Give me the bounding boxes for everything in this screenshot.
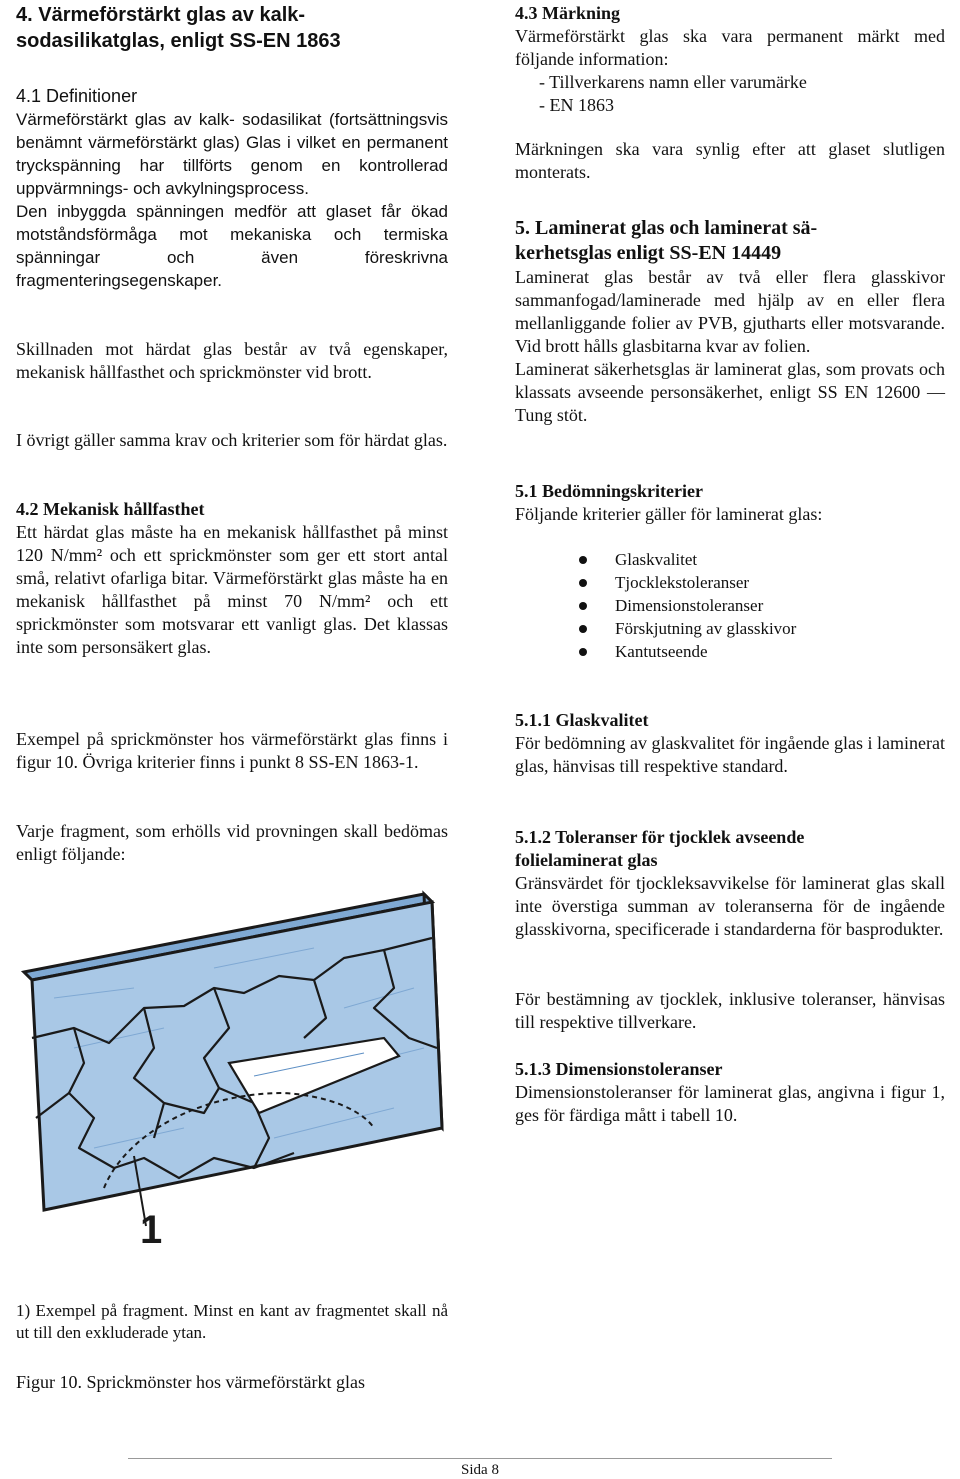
section-4-1-paragraph-3: I övrigt gäller samma krav och kriterier som för härdat glas. <box>16 430 448 450</box>
section-5-1-2-paragraph-2: För bestämning av tjocklek, inklusive toleranser, hänvisas till respektive tillverkare. <box>515 989 945 1032</box>
section-4-3-paragraph-2: Märkningen ska vara synlig efter att glaset slutligen monterats. <box>515 139 945 182</box>
section-5-1-1-paragraph-1: För bedömning av glaskvalitet för ingående glas i laminerat glas, hänvisas till respektive standard. <box>515 733 945 776</box>
section-5-paragraph-1: Laminerat glas består av två eller flera glasskivor sammanfogad/laminerade med hjälp av en eller flera mellanliggande folier av PVB, gjutharts eller motsvarande. Vid brott hålls glasbitarna kvar av folien. <box>515 267 945 356</box>
section-4-1-paragraph-2: Skillnaden mot härdat glas består av två egenskaper, mekanisk hållfasthet och sprickmönster vid brott. <box>16 339 448 382</box>
section-4-2-paragraph-1: Ett härdat glas måste ha en mekanisk hållfasthet på minst 120 N/mm² och ett sprickmönster som ger ett stort antal små, relativt ofarliga bitar. Värmeförstärkt glas måste ha en mekanisk hållfasthet på minst 70 N/mm² och ett sprickmönster som motsvarar ett vanligt glas. Det klassas inte som personsäkert glas. <box>16 522 448 657</box>
bullet-icon <box>579 579 587 587</box>
section-4-title-line2: sodasilikatglas, enligt SS-EN 1863 <box>16 30 341 52</box>
section-5-paragraph-2: Laminerat säkerhetsglas är laminerat glas, som provats och klassats avseende personsäkerhet, enligt SS EN 12600 — Tung stöt. <box>515 359 945 425</box>
section-5-1-heading: 5.1 Bedömningskriterier <box>515 481 703 501</box>
section-5-1-paragraph-1: Följande kriterier gäller för laminerat glas: <box>515 504 823 524</box>
page-footer <box>0 1448 960 1479</box>
glass-fragment-illustration <box>14 888 444 1248</box>
section-4-3-paragraph-1: Värmeförstärkt glas ska vara permanent märkt med följande information: <box>515 26 945 69</box>
section-5-1-3-heading: 5.1.3 Dimensionstoleranser <box>515 1059 723 1079</box>
section-4-1-heading: 4.1 Definitioner <box>16 86 138 106</box>
list-item: Tjocklekstoleranser <box>515 571 945 594</box>
bullet-icon <box>579 602 587 610</box>
figure-caption: Figur 10. Sprickmönster hos värmeförstärkt glas <box>16 1372 365 1392</box>
section-4-title-line1: 4. Värmeförstärkt glas av kalk- <box>16 4 306 26</box>
bullet-icon <box>579 648 587 656</box>
page-number: Sida 8 <box>461 1462 499 1478</box>
section-5-1-2-heading-line2: folielaminerat glas <box>515 850 658 870</box>
section-4-2-paragraph-3: Varje fragment, som erhölls vid provningen skall bedömas enligt följande: <box>16 821 448 864</box>
section-5-1-3-paragraph-1: Dimensionstoleranser för laminerat glas, angivna i figur 1, ges för färdiga mått i tabell 10. <box>515 1082 945 1125</box>
section-5-1-1-heading: 5.1.1 Glaskvalitet <box>515 710 649 730</box>
figure-marker-1: 1 <box>140 1208 163 1248</box>
list-item: Glaskvalitet <box>515 548 945 571</box>
figure-footnote: 1) Exempel på fragment. Minst en kant av fragmentet skall nå ut till den exkluderade ytan. <box>16 1301 448 1342</box>
list-item: Förskjutning av glasskivor <box>515 617 945 640</box>
section-5-1-2-heading-line1: 5.1.2 Toleranser för tjocklek avseende <box>515 827 805 847</box>
criteria-list <box>515 548 945 663</box>
bullet-icon <box>579 625 587 633</box>
section-4-2-paragraph-2: Exempel på sprickmönster hos värmeförstärkt glas finns i figur 10. Övriga kriterier finns i punkt 8 SS-EN 1863-1. <box>16 729 448 772</box>
marking-item-1: - Tillverkarens namn eller varumärke <box>539 72 807 92</box>
bullet-icon <box>579 556 587 564</box>
section-5-heading-line1: 5. Laminerat glas och laminerat sä- <box>515 217 818 239</box>
marking-item-2: - EN 1863 <box>539 95 614 115</box>
section-4-1-paragraph-1: Värmeförstärkt glas av kalk- sodasilikat (fortsättningsvis benämnt värmeförstärkt glas) Glas i vilket en permanent tryckspänning har tillförts genom en kontrollerad uppvärmnings- och avkylningsprocess. <box>16 110 448 198</box>
section-4-3-heading: 4.3 Märkning <box>515 3 621 23</box>
section-4-1-paragraph-1b: Den inbyggda spänningen medför att glaset får ökad motståndsförmåga mot mekaniska och termiska spänningar och även föreskrivna fragmenteringsegenskaper. <box>16 202 448 290</box>
section-4-2-heading: 4.2 Mekanisk hållfasthet <box>16 499 205 519</box>
list-item: Dimensionstoleranser <box>515 594 945 617</box>
section-5-1-2-paragraph-1: Gränsvärdet för tjockleksavvikelse för laminerat glas skall inte överstiga summan av toleranserna för de ingående glasskivorna, specificerade i standarderna för basprodukter. <box>515 873 945 939</box>
list-item: Kantutseende <box>515 640 945 663</box>
section-5-heading-line2: kerhetsglas enligt SS-EN 14449 <box>515 242 782 264</box>
footer-divider <box>128 1458 832 1459</box>
